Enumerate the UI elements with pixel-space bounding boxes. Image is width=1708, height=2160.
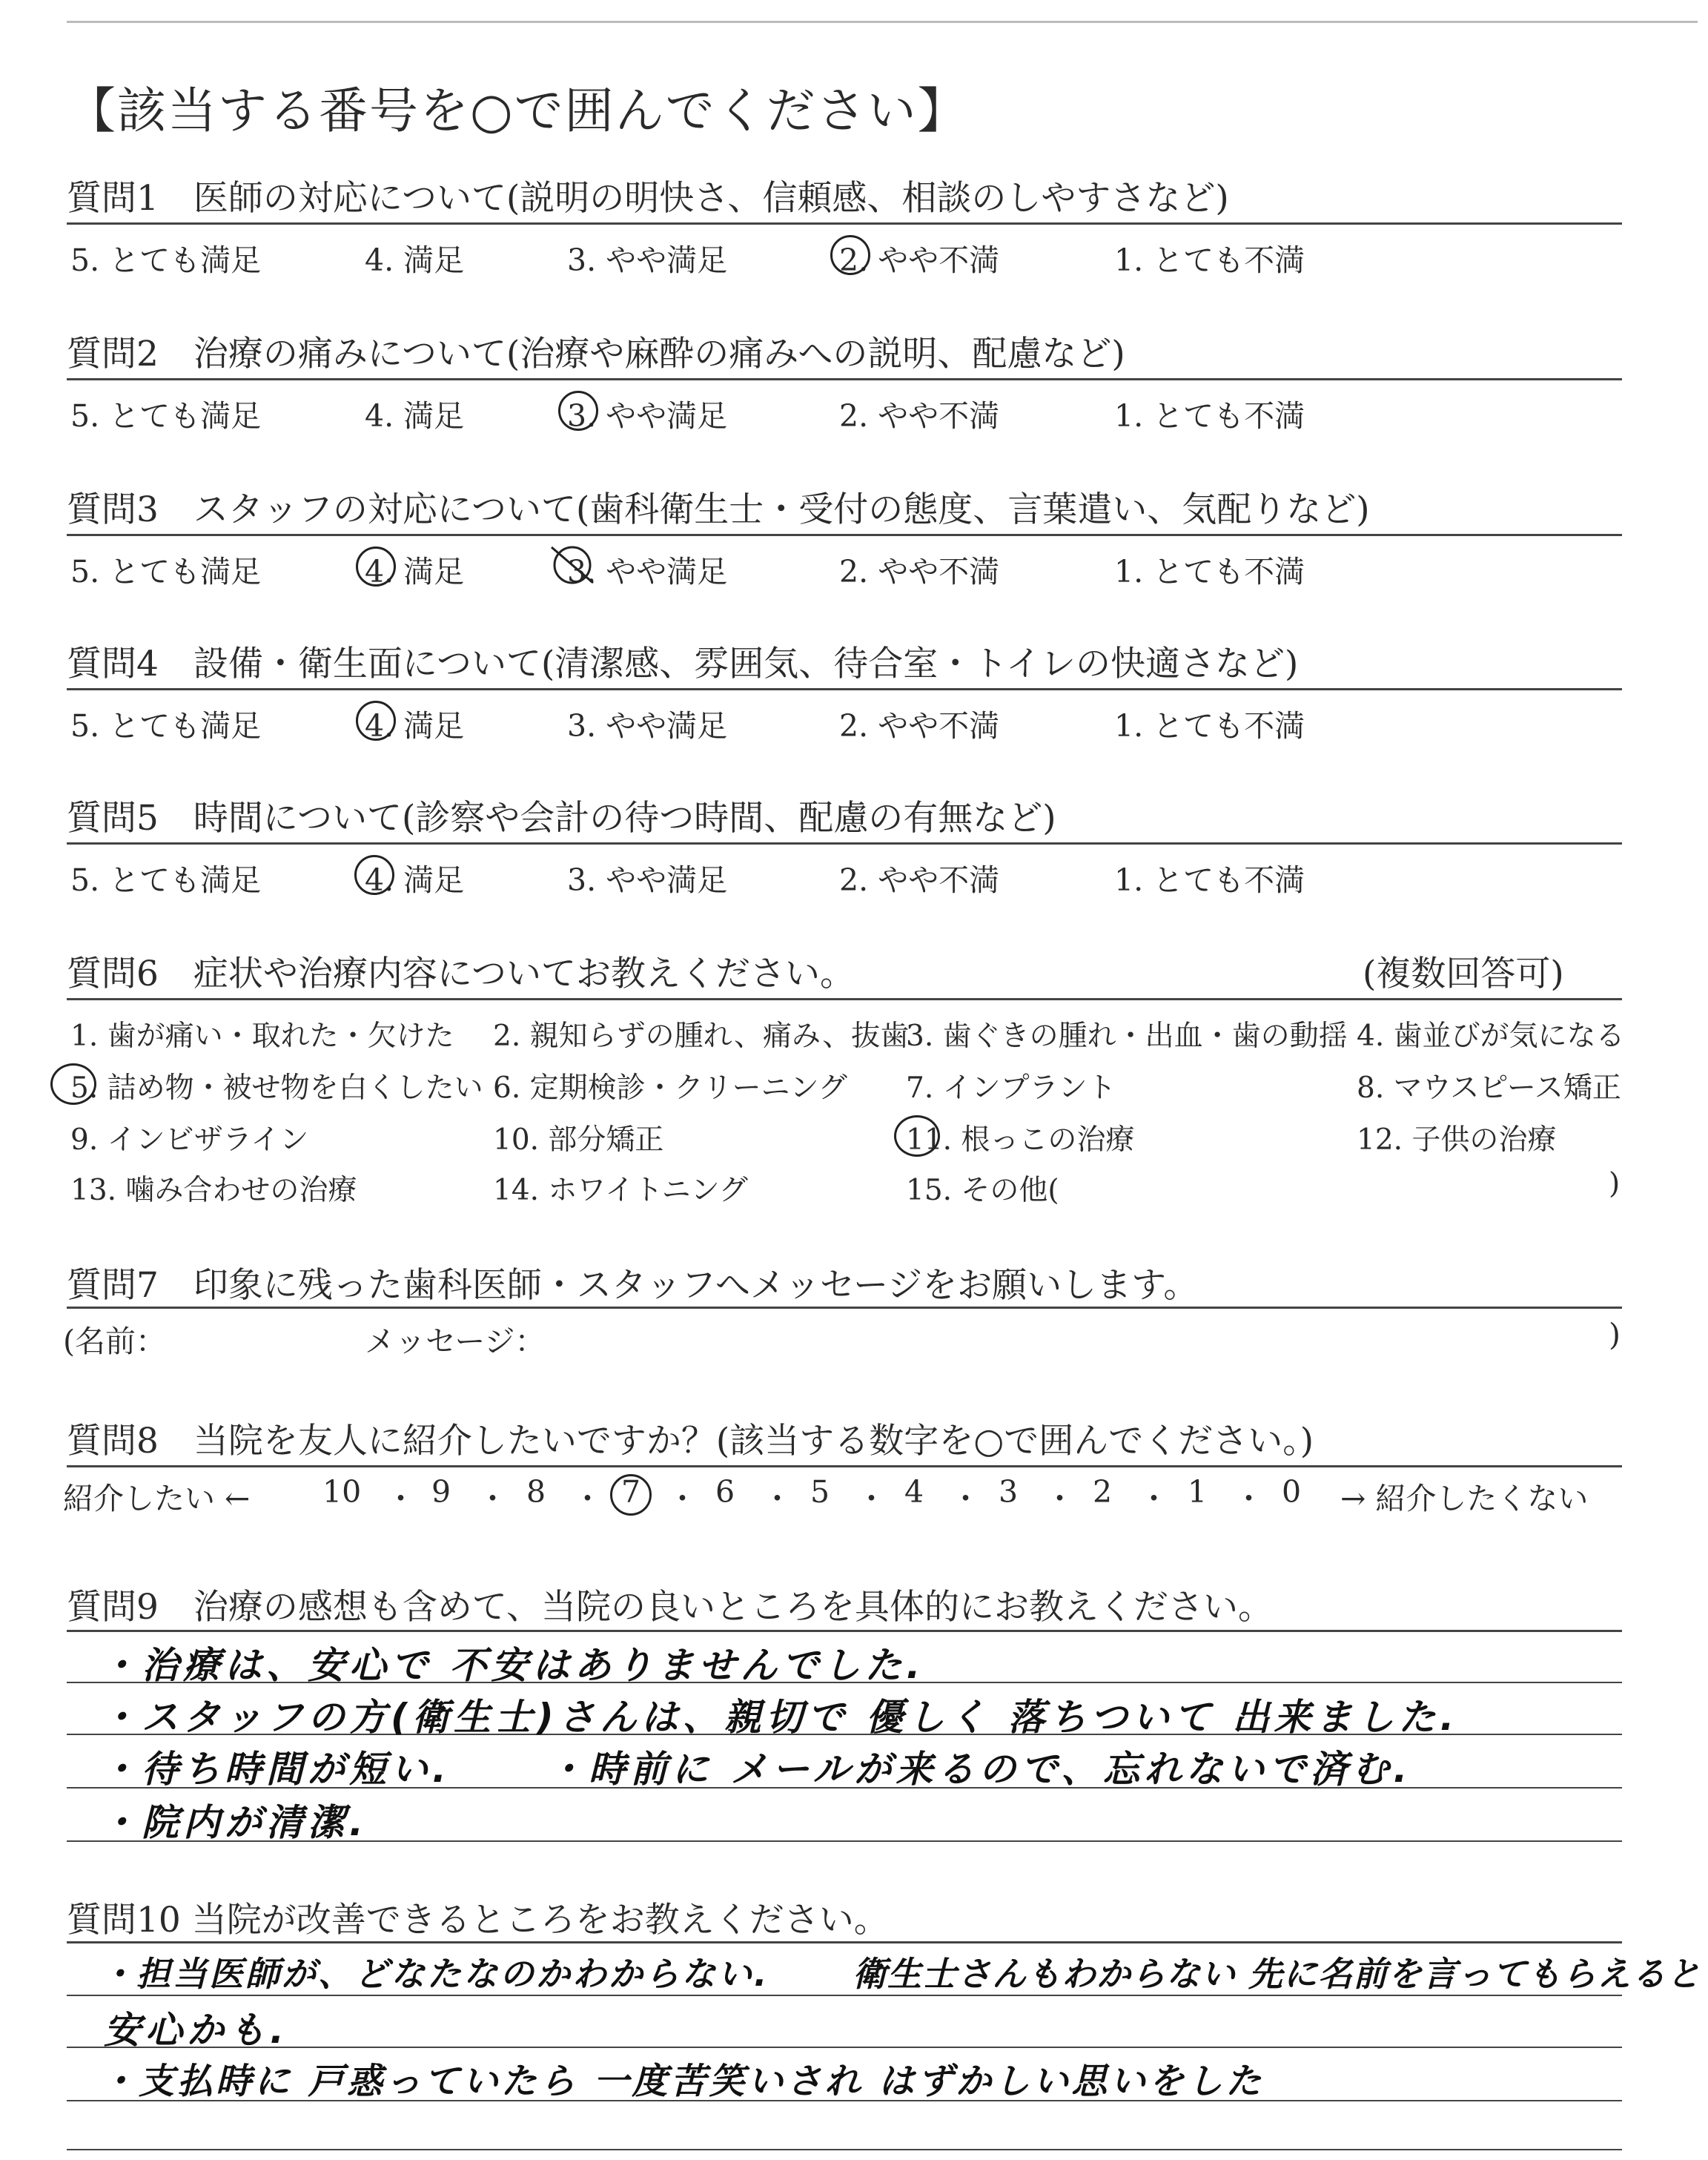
q6-option-6[interactable]: 6. 定期検診・クリーニング bbox=[493, 1071, 847, 1105]
q6-selected-circle-5 bbox=[50, 1063, 96, 1105]
q3-selected-circle bbox=[356, 546, 396, 587]
q3-crossed-circle-mark bbox=[547, 540, 599, 589]
q4-option-5[interactable]: 5. とても満足 bbox=[70, 708, 262, 744]
q6-option-5[interactable]: 5. 詰め物・被せ物を白くしたい bbox=[70, 1071, 483, 1105]
top-border bbox=[67, 21, 1698, 23]
q8-dot: ・ bbox=[1045, 1481, 1075, 1516]
q4-option-1[interactable]: 1. とても不満 bbox=[1114, 708, 1305, 744]
q10-rule bbox=[67, 1941, 1622, 1943]
q2-rule bbox=[67, 378, 1622, 380]
q8-scale-10[interactable]: 10 bbox=[322, 1474, 362, 1510]
q8-rule bbox=[67, 1465, 1622, 1467]
q9-title: 質問9 治療の感想も含めて、当院の良いところを具体的にお教えください。 bbox=[67, 1587, 1273, 1628]
q2-option-5[interactable]: 5. とても満足 bbox=[70, 398, 262, 434]
q1-option-4[interactable]: 4. 満足 bbox=[365, 242, 465, 278]
q9-answer-3: ・待ち時間が短い. bbox=[100, 1748, 451, 1791]
q4-rule bbox=[67, 688, 1622, 690]
q2-option-2[interactable]: 2. やや不満 bbox=[839, 398, 1000, 434]
q2-selected-circle bbox=[558, 391, 598, 431]
q6-option-4[interactable]: 4. 歯並びが気になる bbox=[1357, 1020, 1625, 1053]
q1-rule bbox=[67, 222, 1622, 225]
q8-dot: ・ bbox=[762, 1481, 792, 1516]
q6-option-3[interactable]: 3. 歯ぐきの腫れ・出血・歯の動揺 bbox=[906, 1020, 1348, 1053]
q10-answer-line bbox=[67, 2149, 1622, 2150]
q6-option-13[interactable]: 13. 噛み合わせの治療 bbox=[70, 1174, 357, 1207]
q8-dot: ・ bbox=[1234, 1481, 1264, 1516]
q2-option-4[interactable]: 4. 満足 bbox=[365, 398, 465, 434]
q6-rule bbox=[67, 998, 1622, 1000]
q5-option-3[interactable]: 3. やや満足 bbox=[567, 862, 728, 898]
q3-option-3[interactable]: 3. やや満足 bbox=[567, 554, 728, 589]
q8-dot: ・ bbox=[1139, 1481, 1169, 1516]
q8-dot: ・ bbox=[477, 1481, 508, 1516]
q8-selected-circle bbox=[610, 1474, 652, 1516]
q9-rule bbox=[67, 1630, 1622, 1632]
q3-option-2[interactable]: 2. やや不満 bbox=[839, 554, 1000, 589]
q6-option-10[interactable]: 10. 部分矯正 bbox=[493, 1123, 664, 1157]
q10-answer-4: ・支払時に 戸惑っていたら 一度苦笑いされ はずかしい思いをした bbox=[100, 2061, 1265, 2102]
q7-title: 質問7 印象に残った歯科医師・スタッフへメッセージをお願いします。 bbox=[67, 1265, 1199, 1306]
q8-scale-5[interactable]: 5 bbox=[810, 1474, 830, 1510]
q6-option-14[interactable]: 14. ホワイトニング bbox=[493, 1174, 748, 1207]
q6-option-8[interactable]: 8. マウスピース矯正 bbox=[1357, 1071, 1621, 1105]
q3-title: 質問3 スタッフの対応について(歯科衛生士・受付の態度、言葉遣い、気配りなど) bbox=[67, 489, 1370, 530]
q2-option-1[interactable]: 1. とても不満 bbox=[1114, 398, 1305, 434]
q9-answer-1: ・治療は、安心で 不安はありませんでした. bbox=[100, 1644, 925, 1687]
q9-answer-5: ・院内が清潔. bbox=[100, 1801, 368, 1844]
q6-selected-circle-11 bbox=[894, 1115, 940, 1157]
form-header: 【該当する番号を○で囲んでください】 bbox=[67, 82, 968, 139]
q8-dot: ・ bbox=[385, 1481, 416, 1516]
q2-option-3[interactable]: 3. やや満足 bbox=[567, 398, 728, 434]
q10-answer-3: 安心かも. bbox=[104, 2009, 288, 2052]
q1-option-3[interactable]: 3. やや満足 bbox=[567, 242, 728, 278]
q6-option-15[interactable]: 15. その他( bbox=[906, 1174, 1059, 1207]
q3-option-4[interactable]: 4. 満足 bbox=[365, 554, 465, 589]
q8-title: 質問8 当院を友人に紹介したいですか？(該当する数字を○で囲んでください。) bbox=[67, 1421, 1314, 1462]
q8-dot: ・ bbox=[950, 1481, 981, 1516]
q8-scale-4[interactable]: 4 bbox=[904, 1474, 924, 1510]
q5-option-4[interactable]: 4. 満足 bbox=[365, 862, 465, 898]
q9-answer-2: ・スタッフの方(衛生士)さんは、親切で 優しく 落ちついて 出来ました. bbox=[100, 1696, 1459, 1739]
q8-scale-0[interactable]: 0 bbox=[1282, 1474, 1302, 1510]
q7-rule bbox=[67, 1307, 1622, 1309]
q2-title: 質問2 治療の痛みについて(治療や麻酔の痛みへの説明、配慮など) bbox=[67, 334, 1125, 374]
q7-close-paren: ) bbox=[1609, 1317, 1621, 1353]
q8-dot: ・ bbox=[856, 1481, 887, 1516]
q5-option-1[interactable]: 1. とても不満 bbox=[1114, 862, 1305, 898]
q8-scale-6[interactable]: 6 bbox=[715, 1474, 735, 1510]
q4-option-2[interactable]: 2. やや不満 bbox=[839, 708, 1000, 744]
q10-answer-line bbox=[67, 2047, 1622, 2048]
q8-right-label: → 紹介したくない bbox=[1340, 1481, 1589, 1516]
q1-option-2[interactable]: 2. やや不満 bbox=[839, 242, 1000, 278]
q8-left-label: 紹介したい ← bbox=[63, 1481, 251, 1516]
q7-name-label: (名前： bbox=[63, 1324, 166, 1359]
q6-option-1[interactable]: 1. 歯が痛い・取れた・欠けた bbox=[70, 1020, 454, 1053]
q10-answer-1: ・担当医師が、どなたなのかわからない. bbox=[100, 1954, 769, 1994]
q6-multiple-note: (複数回答可) bbox=[1363, 954, 1564, 994]
q5-selected-circle bbox=[354, 855, 394, 895]
q4-selected-circle bbox=[356, 701, 396, 741]
q8-scale-7[interactable]: 7 bbox=[621, 1474, 641, 1510]
q6-option-15-close: ) bbox=[1609, 1167, 1621, 1200]
q4-option-3[interactable]: 3. やや満足 bbox=[567, 708, 728, 744]
q8-scale-1[interactable]: 1 bbox=[1188, 1474, 1208, 1510]
q4-title: 質問4 設備・衛生面について(清潔感、雰囲気、待合室・トイレの快適さなど) bbox=[67, 644, 1299, 684]
q6-option-11[interactable]: 11. 根っこの治療 bbox=[906, 1123, 1135, 1157]
q6-title: 質問6 症状や治療内容についてお教えください。 bbox=[67, 954, 855, 994]
q8-dot: ・ bbox=[572, 1481, 603, 1516]
q6-option-12[interactable]: 12. 子供の治療 bbox=[1357, 1123, 1557, 1157]
q10-answer-2: 衛生士さんもわからない 先に名前を言ってもらえると bbox=[853, 1954, 1702, 1994]
q4-option-4[interactable]: 4. 満足 bbox=[365, 708, 465, 744]
q8-scale-3[interactable]: 3 bbox=[999, 1474, 1019, 1510]
q8-scale-8[interactable]: 8 bbox=[526, 1474, 546, 1510]
q3-option-1[interactable]: 1. とても不満 bbox=[1114, 554, 1305, 589]
q6-option-7[interactable]: 7. インプラント bbox=[906, 1071, 1116, 1105]
q8-scale-9[interactable]: 9 bbox=[431, 1474, 451, 1510]
q6-option-9[interactable]: 9. インビザライン bbox=[70, 1123, 309, 1157]
q5-option-2[interactable]: 2. やや不満 bbox=[839, 862, 1000, 898]
q5-title: 質問5 時間について(診察や会計の待つ時間、配慮の有無など) bbox=[67, 798, 1056, 839]
q1-selected-circle bbox=[830, 235, 870, 275]
q1-option-5[interactable]: 5. とても満足 bbox=[70, 242, 262, 278]
q6-option-2[interactable]: 2. 親知らずの腫れ、痛み、抜歯 bbox=[493, 1020, 910, 1053]
q10-title: 質問10 当院が改善できるところをお教えください。 bbox=[67, 1900, 889, 1941]
q5-rule bbox=[67, 842, 1622, 845]
q3-rule bbox=[67, 534, 1622, 536]
q1-option-1[interactable]: 1. とても不満 bbox=[1114, 242, 1305, 278]
q8-dot: ・ bbox=[667, 1481, 698, 1516]
q3-option-5[interactable]: 5. とても満足 bbox=[70, 554, 262, 589]
q9-answer-4: ・時前に メールが来るので、忘れないで済む. bbox=[547, 1748, 1412, 1791]
q8-scale-2[interactable]: 2 bbox=[1093, 1474, 1113, 1510]
q1-title: 質問1 医師の対応について(説明の明快さ、信頼感、相談のしやすさなど) bbox=[67, 178, 1229, 219]
q5-option-5[interactable]: 5. とても満足 bbox=[70, 862, 262, 898]
q7-message-label: メッセージ： bbox=[365, 1324, 546, 1359]
